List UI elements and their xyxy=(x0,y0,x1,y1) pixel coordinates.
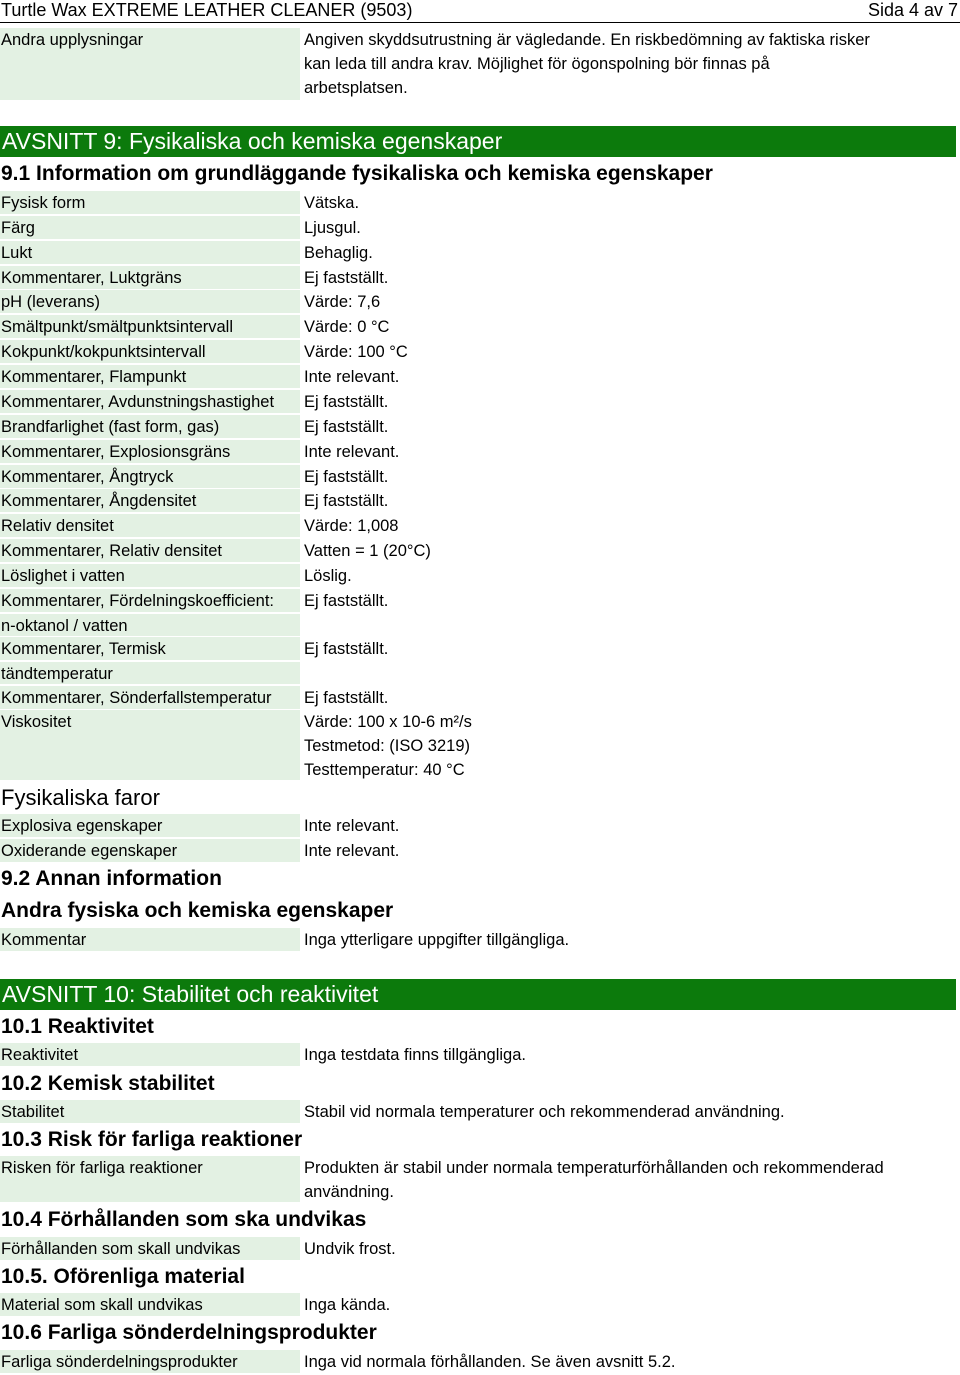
subsection-10-5-heading: 10.5. Oförenliga material xyxy=(1,1265,245,1288)
row-value: Produkten är stabil under normala temperaturförhållanden och rekommenderad xyxy=(304,1159,884,1177)
row-label: Färg xyxy=(0,216,300,239)
row-label-cont: tändtemperatur xyxy=(0,662,300,684)
row-value: Ej fastställt. xyxy=(304,268,389,287)
page-header xyxy=(0,0,960,23)
row-value: Värde: 0 °C xyxy=(304,318,390,337)
row-label: Farliga sönderdelningsprodukter xyxy=(0,1350,300,1373)
row-label: Brandfarlighet (fast form, gas) xyxy=(0,415,300,438)
row-label: Stabilitet xyxy=(0,1100,300,1123)
row-label: Förhållanden som skall undvikas xyxy=(0,1237,300,1260)
row-label: Kommentarer, Termisk xyxy=(0,637,300,660)
row-label: Kommentarer, Sönderfallstemperatur xyxy=(0,686,300,709)
row-value: Behaglig. xyxy=(304,243,373,262)
row-label: Andra upplysningar xyxy=(0,28,300,100)
row-label: Oxiderande egenskaper xyxy=(0,839,300,862)
row-value: Ej fastställt. xyxy=(304,467,389,486)
row-label: pH (leverans) xyxy=(0,290,300,313)
row-value: Stabil vid normala temperaturer och rekommenderad användning. xyxy=(304,1103,785,1121)
row-value: Ljusgul. xyxy=(304,218,361,237)
row-label: Explosiva egenskaper xyxy=(0,814,300,837)
row-value: Ej fastställt. xyxy=(304,417,389,436)
row-value: Ej fastställt. xyxy=(304,492,389,511)
row-value: Vätska. xyxy=(304,194,360,212)
row-value: Inga vid normala förhållanden. Se även avsnitt 5.2. xyxy=(304,1353,676,1371)
row-label: Kokpunkt/kokpunktsintervall xyxy=(0,340,300,363)
row-value: Testmetod: (ISO 3219) xyxy=(304,737,470,755)
row-label-cont: n-oktanol / vatten xyxy=(0,614,300,636)
row-label: Löslighet i vatten xyxy=(0,564,300,587)
subsection-10-4-heading: 10.4 Förhållanden som ska undvikas xyxy=(1,1208,367,1231)
subsection-10-3-heading: 10.3 Risk för farliga reaktioner xyxy=(1,1128,303,1151)
row-label: Fysisk form xyxy=(0,191,300,214)
section-9-band: AVSNITT 9: Fysikaliska och kemiska egenskaper xyxy=(0,126,956,157)
row-value: kan leda till andra krav. Möjlighet för ögonspolning bör finnas på xyxy=(304,55,770,73)
row-value: Ej fastställt. xyxy=(304,689,389,707)
row-value: Inte relevant. xyxy=(304,817,400,835)
row-label: Kommentarer, Relativ densitet xyxy=(0,539,300,562)
row-value: användning. xyxy=(304,1183,394,1201)
row-value: Inga testdata finns tillgängliga. xyxy=(304,1046,526,1064)
row-value: Vatten = 1 (20°C) xyxy=(304,542,431,561)
andra-egenskaper-heading: Andra fysiska och kemiska egenskaper xyxy=(1,899,394,922)
row-value: Inte relevant. xyxy=(304,842,400,860)
row-value: Ej fastställt. xyxy=(304,392,389,411)
row-value: Värde: 100 x 10-6 m²/s xyxy=(304,713,472,731)
subsection-10-1-heading: 10.1 Reaktivitet xyxy=(1,1015,154,1038)
row-label: Kommentarer, Luktgräns xyxy=(0,266,300,289)
subsection-9-2-heading: 9.2 Annan information xyxy=(1,867,222,890)
subsection-9-1-heading: 9.1 Information om grundläggande fysikaliska och kemiska egenskaper xyxy=(1,162,713,185)
row-label: Relativ densitet xyxy=(0,514,300,537)
section-10-band: AVSNITT 10: Stabilitet och reaktivitet xyxy=(0,979,956,1010)
row-label: Kommentarer, Explosionsgräns xyxy=(0,440,300,463)
row-value: Inga ytterligare uppgifter tillgängliga. xyxy=(304,931,570,949)
row-value: Inte relevant. xyxy=(304,368,400,387)
subsection-10-6-heading: 10.6 Farliga sönderdelningsprodukter xyxy=(1,1321,377,1344)
row-label: Lukt xyxy=(0,241,300,264)
row-label: Kommentarer, Flampunkt xyxy=(0,365,300,388)
row-value: Angiven skyddsutrustning är vägledande. En riskbedömning av faktiska risker xyxy=(304,31,870,49)
row-value: Testtemperatur: 40 °C xyxy=(304,761,465,779)
row-value: Värde: 100 °C xyxy=(304,343,408,362)
row-label: Kommentarer, Ångdensitet xyxy=(0,489,300,512)
row-value: Ej fastställt. xyxy=(304,592,389,610)
row-label: Risken för farliga reaktioner xyxy=(0,1156,300,1202)
row-label: Kommentarer, Avdunstningshastighet xyxy=(0,390,300,413)
document-title: Turtle Wax EXTREME LEATHER CLEANER (9503) xyxy=(1,0,413,20)
row-value: Undvik frost. xyxy=(304,1240,396,1258)
row-value: Ej fastställt. xyxy=(304,640,389,658)
row-value: Värde: 1,008 xyxy=(304,517,399,536)
row-value: Inte relevant. xyxy=(304,442,400,461)
row-label: Smältpunkt/smältpunktsintervall xyxy=(0,315,300,338)
row-label: Kommentarer, Fördelningskoefficient: xyxy=(0,589,300,612)
row-label: Reaktivitet xyxy=(0,1043,300,1066)
row-value: Löslig. xyxy=(304,567,352,586)
row-label: Material som skall undvikas xyxy=(0,1293,300,1316)
fysikaliska-faror-heading: Fysikaliska faror xyxy=(1,785,160,810)
row-label: Kommentar xyxy=(0,928,300,951)
row-value: arbetsplatsen. xyxy=(304,79,408,97)
row-label: Kommentarer, Ångtryck xyxy=(0,465,300,488)
row-value: Värde: 7,6 xyxy=(304,293,381,312)
row-label: Viskositet xyxy=(0,710,300,780)
subsection-10-2-heading: 10.2 Kemisk stabilitet xyxy=(1,1072,215,1095)
page-number: Sida 4 av 7 xyxy=(867,0,958,20)
row-value: Inga kända. xyxy=(304,1296,391,1314)
